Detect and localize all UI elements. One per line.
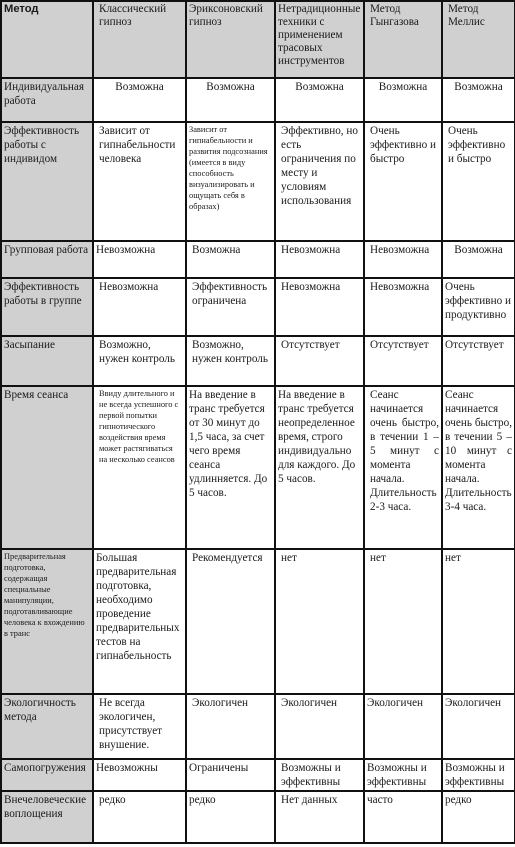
- table-cell: Невозможна: [364, 241, 442, 278]
- table-cell: Зависит от гипнабельности человека: [93, 122, 186, 241]
- table-row: [1, 336, 515, 386]
- table-row: [1, 278, 515, 336]
- table-cell: Экологичен: [364, 694, 442, 759]
- table-cell: часто: [364, 791, 442, 843]
- table-cell: На введение в транс требуется от 30 минут до 1,5 часа, за счет чего время сеанса удлинняется. До 5 часов.: [186, 386, 275, 549]
- table-cell: Возможно, нужен контроль: [186, 336, 275, 386]
- table-cell: Невозможна: [275, 241, 364, 278]
- table-row: [1, 549, 515, 694]
- table-cell: На введение в транс требуется неопределенное время, строго индивидуально для каждого. До 5 часов.: [275, 386, 364, 549]
- table-cell: Не всегда экологичен, присутствует внушение.: [93, 694, 186, 759]
- table-cell: Большая предварительная подготовка, необходимо проведение предварительных тестов на гипнабельность: [93, 549, 186, 694]
- row-label: Экологичность метода: [1, 694, 93, 759]
- table-cell: Невозможна: [364, 278, 442, 336]
- row-label: Эффективность работы в группе: [1, 278, 93, 336]
- row-label: Предварительная подготовка, содержащая специальные манипуляции, подготавливающие человека к вхождению в транс: [1, 549, 93, 694]
- table-row: [1, 122, 515, 241]
- table-cell: Возможна: [442, 241, 515, 278]
- table-cell: Отсутствует: [364, 336, 442, 386]
- table-cell: Возможны и эффективны: [275, 759, 364, 791]
- table-cell: Невозможна: [93, 278, 186, 336]
- table-row: [1, 241, 515, 278]
- table-cell: Экологичен: [186, 694, 275, 759]
- table-cell: нет: [442, 549, 515, 694]
- row-label: Самопогружения: [1, 759, 93, 791]
- table-cell: Зависит от гипнабельности и развития подсознания (имеется в виду способность визуализировать и ощущать себя в образах): [186, 122, 275, 241]
- table-cell: Возможна: [186, 241, 275, 278]
- header-mellis-method: Метод Меллис: [442, 1, 515, 78]
- table-row: [1, 386, 515, 549]
- table-cell: Сеанс начинается очень быстро, в течении 1 – 5 минут с момента начала. Длительность 2-3 часа.: [364, 386, 442, 549]
- row-label: Внечеловеческие воплощения: [1, 791, 93, 843]
- table-cell: Рекомендуется: [186, 549, 275, 694]
- table-cell: Отсутствует: [275, 336, 364, 386]
- table-cell: Возможна: [93, 78, 186, 122]
- table-cell: Возможны и эффективны: [364, 759, 442, 791]
- table-row: [1, 791, 515, 843]
- table-cell: Отсутствует: [442, 336, 515, 386]
- row-label: Индивидуальная работа: [1, 78, 93, 122]
- table-row: [1, 694, 515, 759]
- table-cell: Экологичен: [275, 694, 364, 759]
- table-cell: Невозможны: [93, 759, 186, 791]
- table-cell: Нет данных: [275, 791, 364, 843]
- row-label: Время сеанса: [1, 386, 93, 549]
- header-corner: Метод: [1, 1, 93, 78]
- row-label: Групповая работа: [1, 241, 93, 278]
- table-cell: Ввиду длительного и не всегда успешного с первой попытки гипнотического воздействия время может растягиваться на несколько сеансов: [93, 386, 186, 549]
- table-cell: Экологичен: [442, 694, 515, 759]
- table-cell: Возможна: [275, 78, 364, 122]
- table-cell: Возможны и эффективны: [442, 759, 515, 791]
- table-cell: редко: [93, 791, 186, 843]
- table-cell: Возможна: [364, 78, 442, 122]
- table-cell: нет: [275, 549, 364, 694]
- table-cell: Очень эффективно и быстро: [364, 122, 442, 241]
- table-cell: Эффективно, но есть ограничения по месту и условиям использования: [275, 122, 364, 241]
- table-cell: редко: [186, 791, 275, 843]
- header-nontraditional-techniques: Нетрадиционные техники с применением трасовых инструментов: [275, 1, 364, 78]
- table-cell: Очень эффективно и продуктивно: [442, 278, 515, 336]
- table-cell: Ограничены: [186, 759, 275, 791]
- table-cell: Возможна: [186, 78, 275, 122]
- table-cell: Эффективность ограничена: [186, 278, 275, 336]
- header-classic-hypnosis: Классический гипноз: [93, 1, 186, 78]
- row-label: Эффективность работы с индивидом: [1, 122, 93, 241]
- table-row: [1, 78, 515, 122]
- table-cell: Невозможна: [93, 241, 186, 278]
- header-gyngazov-method: Метод Гынгазова: [364, 1, 442, 78]
- table-cell: Сеанс начинается очень быстро, в течении 5 – 10 минут с момента начала. Длительность 3-4 часа.: [442, 386, 515, 549]
- table-row: [1, 759, 515, 791]
- table-cell: Возможна: [442, 78, 515, 122]
- table-cell: нет: [364, 549, 442, 694]
- table-cell: Возможно, нужен контроль: [93, 336, 186, 386]
- table-cell: Очень эффективно и быстро: [442, 122, 515, 241]
- header-erickson-hypnosis: Эриксоновский гипноз: [186, 1, 275, 78]
- table-cell: Невозможна: [275, 278, 364, 336]
- row-label: Засыпание: [1, 336, 93, 386]
- header-row: [1, 1, 515, 78]
- table-cell: редко: [442, 791, 515, 843]
